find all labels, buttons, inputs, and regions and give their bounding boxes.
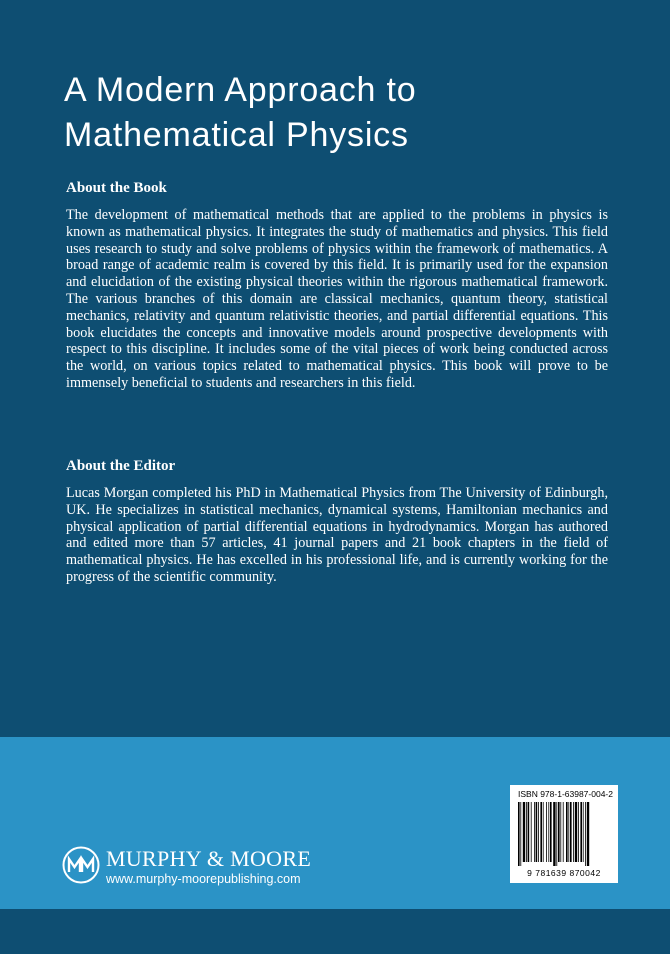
barcode-bar	[528, 802, 530, 862]
barcode-bar	[566, 802, 568, 862]
barcode-bar	[546, 802, 547, 862]
barcode-bar	[568, 802, 569, 862]
barcode-bar	[587, 802, 589, 866]
barcode-bar	[570, 802, 572, 862]
barcode-bar	[518, 802, 520, 866]
barcode-bar	[585, 802, 586, 866]
barcode-bar	[563, 802, 564, 862]
publisher-url: www.murphy-moorepublishing.com	[106, 872, 301, 886]
barcode-bar	[553, 802, 555, 866]
barcode-bar	[543, 802, 544, 862]
about-book-heading: About the Book	[66, 180, 167, 196]
barcode-bar	[550, 802, 552, 862]
barcode-bar	[540, 802, 542, 862]
barcode-bar	[556, 802, 557, 866]
publisher-block	[62, 846, 362, 886]
about-editor-text: Lucas Morgan completed his PhD in Mathematical Physics from The University of Edinburgh, UK. He specializes in statistical mechanics, dynamical systems, Hamiltonian mechanics and physical application of partial differential equations in hydrodynamics. Morgan has authored and edited more than 57 articles, 41 journal papers and 21 book chapters in the field of mathematical physics. He has excelled in his professional life, and is currently working for the progress of the scientific community.	[66, 485, 608, 585]
mm-logo-icon	[62, 846, 100, 884]
about-book-text: The development of mathematical methods that are applied to the problems in physics is known as mathematical physics. It integrates the study of mathematics and physics. This field uses research to study and solve problems of physics within the framework of mathematics. A broad range of academic realm is covered by this field. It is primarily used for the expansion and elucidation of the existing physical theories within the rigorous mathematical framework. The various branches of this domain are classical mechanics, quantum theory, statistical mechanics, relativity and quantum relativistic theories, and partial differential equations. This book elucidates the concepts and innovative models around prospective developments with respect to this discipline. It includes some of the vital pieces of work being conducted across the world, on various topics related to mathematical physics. This book will prove to be immensely beneficial to students and researchers in this field.	[66, 207, 608, 391]
barcode-bar	[536, 802, 538, 862]
about-editor-heading: About the Editor	[66, 458, 176, 474]
barcode-bar	[526, 802, 527, 862]
isbn-barcode	[510, 785, 618, 883]
barcode-bar	[578, 802, 579, 862]
barcode-bar	[538, 802, 539, 862]
barcode-digits: 9 781639 870042	[527, 868, 601, 878]
barcode-bar	[531, 802, 532, 862]
book-title: A Modern Approach to Mathematical Physics	[64, 71, 417, 154]
barcode-bar	[548, 802, 549, 862]
barcode-bar	[573, 802, 574, 862]
bottom-strip	[0, 909, 670, 954]
barcode-icon	[516, 802, 612, 866]
isbn-label: ISBN 978-1-63987-004-2	[518, 789, 613, 799]
barcode-bar	[523, 802, 525, 862]
barcode-bar	[560, 802, 561, 862]
barcode-bar	[534, 802, 535, 862]
publisher-name: MURPHY & MOORE	[106, 846, 312, 871]
barcode-bar	[580, 802, 582, 862]
barcode-bar	[575, 802, 577, 862]
barcode-bar	[558, 802, 560, 862]
barcode-bar	[520, 802, 521, 866]
barcode-bar	[583, 802, 584, 862]
